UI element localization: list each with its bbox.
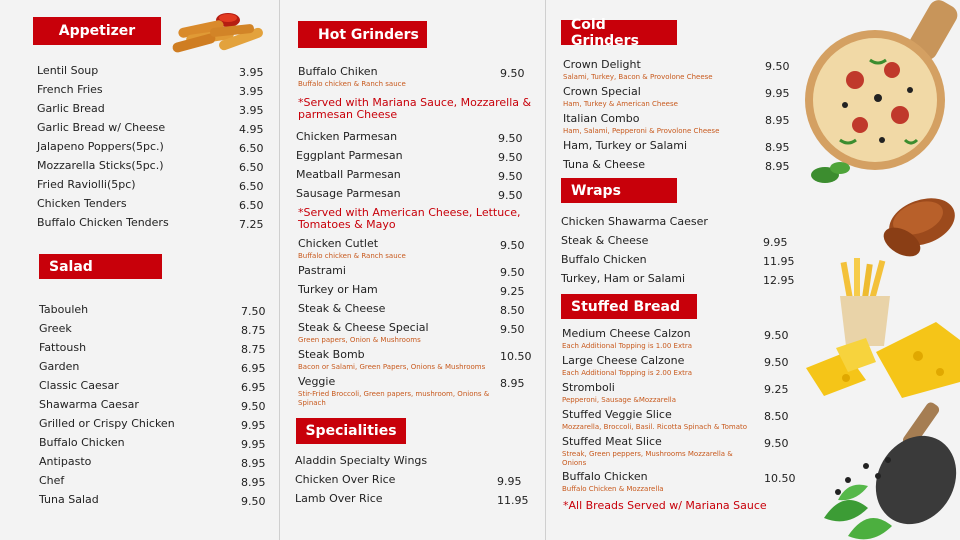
served-with-note: *Served with Mariana Sauce, Mozzarella & parmesan Cheese xyxy=(298,96,532,121)
item-description: Buffalo Chicken & Mozzarella xyxy=(562,485,664,493)
list-item: Lamb Over Rice xyxy=(295,492,383,505)
list-item: Mozzarella Sticks(5pc.) xyxy=(37,159,164,172)
column-divider-2 xyxy=(545,0,546,540)
item-price: 9.50 xyxy=(498,151,523,164)
item-price: 9.50 xyxy=(500,67,525,80)
list-item: Aladdin Specialty Wings xyxy=(295,454,428,467)
specialities-header: Specialities xyxy=(296,418,406,444)
item-price: 8.50 xyxy=(500,304,525,317)
item-price: 8.50 xyxy=(764,410,789,423)
item-description: Buffalo chicken & Ranch sauce xyxy=(298,252,406,260)
item-description: Ham, Turkey & American Cheese xyxy=(563,100,678,108)
list-item: Tabouleh xyxy=(39,303,89,316)
item-price: 9.25 xyxy=(500,285,525,298)
list-item: Veggie xyxy=(298,375,336,388)
item-price: 9.50 xyxy=(498,189,523,202)
item-price: 9.50 xyxy=(500,239,525,252)
list-item: Stuffed Meat Slice xyxy=(562,435,662,448)
list-item: Crown Special xyxy=(563,85,641,98)
list-item: Buffalo Chicken xyxy=(39,436,125,449)
item-price: 9.50 xyxy=(500,323,525,336)
item-price: 3.95 xyxy=(239,85,264,98)
chicken-wing-image xyxy=(872,182,960,268)
item-price: 8.95 xyxy=(765,141,790,154)
list-item: Classic Caesar xyxy=(39,379,119,392)
list-item: Fattoush xyxy=(39,341,87,354)
item-price: 9.50 xyxy=(498,170,523,183)
cold-grinders-header: Cold Grinders xyxy=(561,20,677,45)
appetizer-header: Appetizer xyxy=(33,17,161,45)
item-description: Buffalo chicken & Ranch sauce xyxy=(298,80,406,88)
hot-grinders-header: Hot Grinders xyxy=(298,21,427,48)
list-item: Pastrami xyxy=(298,264,346,277)
item-description: Mozzarella, Broccoli, Basil. Ricotta Spinach & Tomato xyxy=(562,423,748,431)
peppercorns-image xyxy=(818,400,960,540)
list-item: Stromboli xyxy=(562,381,615,394)
list-item: Garlic Bread xyxy=(37,102,105,115)
item-price: 9.50 xyxy=(498,132,523,145)
item-price: 9.50 xyxy=(764,329,789,342)
item-description: Salami, Turkey, Bacon & Provolone Cheese xyxy=(563,73,713,81)
item-price: 8.95 xyxy=(241,457,266,470)
item-price: 9.95 xyxy=(497,475,522,488)
item-price: 6.50 xyxy=(239,199,264,212)
list-item: Crown Delight xyxy=(563,58,641,71)
list-item: Steak Bomb xyxy=(298,348,365,361)
item-description: Stir-Fried Broccoli, Green papers, mushroom, Onions & Spinach xyxy=(298,390,490,407)
list-item: Steak & Cheese xyxy=(298,302,386,315)
item-price: 8.95 xyxy=(765,114,790,127)
wraps-header: Wraps xyxy=(561,178,677,203)
list-item: Buffalo Chicken xyxy=(562,470,648,483)
item-price: 8.75 xyxy=(241,343,266,356)
list-item: Italian Combo xyxy=(563,112,640,125)
item-price: 9.50 xyxy=(764,437,789,450)
breads-served-note: *All Breads Served w/ Mariana Sauce xyxy=(563,499,767,512)
item-price: 10.50 xyxy=(764,472,796,485)
item-price: 9.95 xyxy=(765,87,790,100)
list-item: Chicken Tenders xyxy=(37,197,127,210)
list-item: Sausage Parmesan xyxy=(296,187,401,200)
served-with-note: *Served with American Cheese, Lettuce, Tomatoes & Mayo xyxy=(298,206,521,231)
item-price: 9.50 xyxy=(500,266,525,279)
item-price: 7.25 xyxy=(239,218,264,231)
item-price: 4.95 xyxy=(239,123,264,136)
stuffed-bread-header: Stuffed Bread xyxy=(561,294,697,319)
mozzarella-sticks-image xyxy=(168,10,272,54)
item-description: Green papers, Onion & Mushrooms xyxy=(298,336,421,344)
list-item: Tuna & Cheese xyxy=(563,158,645,171)
list-item: Antipasto xyxy=(39,455,92,468)
item-price: 6.95 xyxy=(241,362,266,375)
list-item: Fried Raviolli(5pc) xyxy=(37,178,136,191)
list-item: Greek xyxy=(39,322,72,335)
item-price: 9.50 xyxy=(764,356,789,369)
item-price: 6.50 xyxy=(239,142,264,155)
item-price: 9.95 xyxy=(763,236,788,249)
item-price: 9.50 xyxy=(241,400,266,413)
list-item: French Fries xyxy=(37,83,103,96)
list-item: Buffalo Chicken xyxy=(561,253,647,266)
column-divider-1 xyxy=(279,0,280,540)
item-price: 8.75 xyxy=(241,324,266,337)
item-price: 10.50 xyxy=(500,350,532,363)
list-item: Shawarma Caesar xyxy=(39,398,139,411)
list-item: Stuffed Veggie Slice xyxy=(562,408,672,421)
item-price: 12.95 xyxy=(763,274,795,287)
cheese-image xyxy=(806,322,960,400)
list-item: Steak & Cheese xyxy=(561,234,649,247)
list-item: Turkey or Ham xyxy=(298,283,378,296)
item-price: 9.25 xyxy=(764,383,789,396)
item-description: Ham, Salami, Pepperoni & Provolone Cheese xyxy=(563,127,720,135)
list-item: Chicken Cutlet xyxy=(298,237,379,250)
item-price: 9.50 xyxy=(241,495,266,508)
list-item: Chicken Over Rice xyxy=(295,473,396,486)
item-price: 9.95 xyxy=(241,419,266,432)
item-description: Pepperoni, Sausage &Mozzarella xyxy=(562,396,677,404)
item-price: 6.50 xyxy=(239,180,264,193)
salad-header: Salad xyxy=(39,254,162,279)
list-item: Buffalo Chicken Tenders xyxy=(37,216,169,229)
item-price: 6.95 xyxy=(241,381,266,394)
list-item: Jalapeno Poppers(5pc.) xyxy=(37,140,164,153)
item-description: Each Additional Topping is 1.00 Extra xyxy=(562,342,692,350)
item-price: 3.95 xyxy=(239,66,264,79)
list-item: Eggplant Parmesan xyxy=(296,149,403,162)
item-description: Bacon or Salami, Green Papers, Onions & Mushrooms xyxy=(298,363,486,371)
list-item: Grilled or Crispy Chicken xyxy=(39,417,175,430)
item-price: 11.95 xyxy=(497,494,529,507)
item-price: 6.50 xyxy=(239,161,264,174)
item-price: 8.95 xyxy=(500,377,525,390)
item-price: 8.95 xyxy=(765,160,790,173)
item-description: Streak, Green peppers, Mushrooms Mozzarella & Onions xyxy=(562,450,733,467)
pizza-image xyxy=(800,0,960,195)
list-item: Tuna Salad xyxy=(39,493,99,506)
list-item: Ham, Turkey or Salami xyxy=(563,139,688,152)
list-item: Garlic Bread w/ Cheese xyxy=(37,121,166,134)
list-item: Chef xyxy=(39,474,65,487)
list-item: Lentil Soup xyxy=(37,64,99,77)
item-price: 9.95 xyxy=(241,438,266,451)
list-item: Large Cheese Calzone xyxy=(562,354,685,367)
list-item: Garden xyxy=(39,360,80,373)
list-item: Steak & Cheese Special xyxy=(298,321,429,334)
item-price: 11.95 xyxy=(763,255,795,268)
list-item: Chicken Parmesan xyxy=(296,130,398,143)
list-item: Buffalo Chiken xyxy=(298,65,378,78)
item-description: Each Additional Topping is 2.00 Extra xyxy=(562,369,692,377)
item-price: 8.95 xyxy=(241,476,266,489)
item-price: 7.50 xyxy=(241,305,266,318)
list-item: Turkey, Ham or Salami xyxy=(561,272,686,285)
item-price: 9.50 xyxy=(765,60,790,73)
list-item: Meatball Parmesan xyxy=(296,168,401,181)
list-item: Chicken Shawarma Caeser xyxy=(561,215,708,228)
list-item: Medium Cheese Calzon xyxy=(562,327,691,340)
item-price: 3.95 xyxy=(239,104,264,117)
